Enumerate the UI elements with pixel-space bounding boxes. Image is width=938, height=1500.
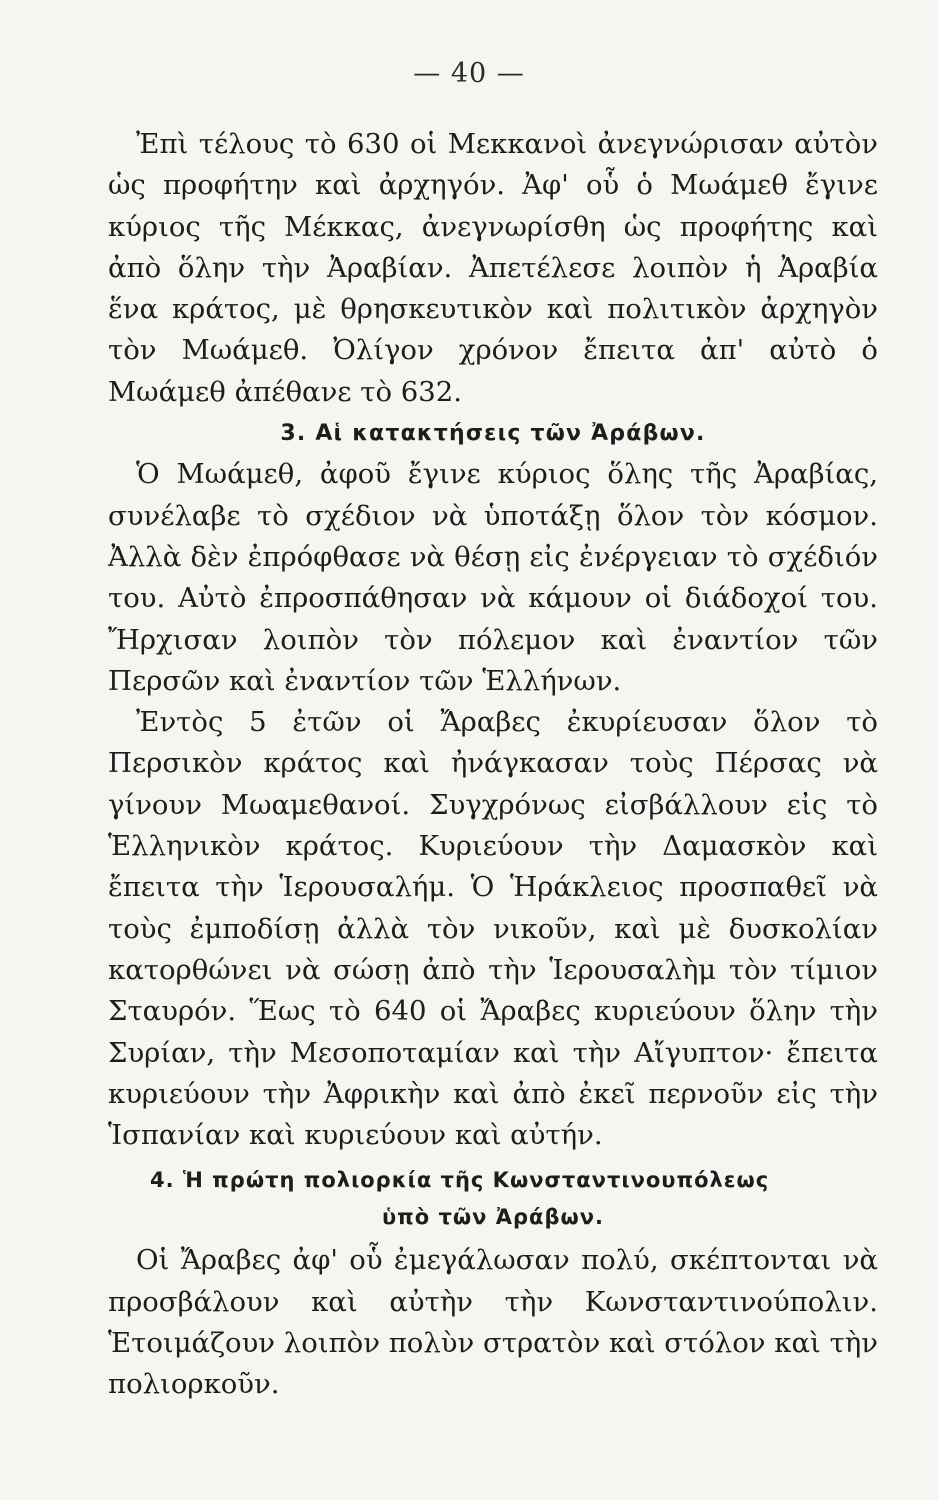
section-4-paragraph-1: Οἱ Ἄραβες ἀφ' οὗ ἐμεγάλωσαν πολύ, σκέπτονται νὰ προσβάλουν καὶ αὐτὴν τὴν Κωνσταντινούπολιν. Ἑτοιμάζουν λοιπὸν πολὺν στρατὸν καὶ στόλον καὶ τὴν πολιορκοῦν. [108,1244,878,1401]
body-text [108,124,878,1406]
page-number: — 40 — [413,58,525,89]
section-4-heading-line-2: ὑπὸ τῶν Ἀράβων. [381,1205,605,1230]
section-4-heading-line-1: 4. Ἡ πρώτη πολιορκία τῆς Κωνσταντινουπόλεως [150,1168,770,1193]
intro-paragraph: Ἐπὶ τέλους τὸ 630 οἱ Μεκκανοὶ ἀνεγνώρισαν αὐτὸν ὡς προφήτην καὶ ἀρχηγόν. Ἀφ' οὗ ὁ Μωάμεθ ἔγινε κύριος τῆς Μέκκας, ἀνεγνωρίσθη ὡς προφήτης καὶ ἀπὸ ὅλην τὴν Ἀραβίαν. Ἀπετέλεσε λοιπὸν ἡ Ἀραβία ἕνα κράτος, μὲ θρησκευτικὸν καὶ πολιτικὸν ἀρχηγὸν τὸν Μωάμεθ. Ὀλίγον χρόνον ἔπειτα ἀπ' αὐτὸ ὁ Μωάμεθ ἀπέθανε τὸ 632. [108,128,878,408]
section-3-heading: 3. Αἱ κατακτήσεις τῶν Ἀράβων. [280,421,706,447]
section-3-paragraph-2: Ἐντὸς 5 ἐτῶν οἱ Ἄραβες ἐκυρίευσαν ὅλον τὸ Περσικὸν κράτος καὶ ἠνάγκασαν τοὺς Πέρσας νὰ γίνουν Μωαμεθανοί. Συγχρόνως εἰσβάλλουν εἰς τὸ Ἑλληνικὸν κράτος. Κυριεύουν τὴν Δαμασκὸν καὶ ἔπειτα τὴν Ἱερουσαλήμ. Ὁ Ἡράκλειος προσπαθεῖ νὰ τοὺς ἐμποδίσῃ ἀλλὰ τὸν νικοῦν, καὶ μὲ δυσκολίαν κατορθώνει νὰ σώσῃ ἀπὸ τὴν Ἱερουσαλὴμ τὸν τίμιον Σταυρόν. Ἕως τὸ 640 οἱ Ἄραβες κυριεύουν ὅλην τὴν Συρίαν, τὴν Μεσοποταμίαν καὶ τὴν Αἴγυπτον· ἔπειτα κυριεύουν τὴν Ἀφρικὴν καὶ ἀπὸ ἐκεῖ περνοῦν εἰς τὴν Ἱσπανίαν καὶ κυριεύουν καὶ αὐτήν. [108,706,878,1152]
section-3-paragraph-1: Ὁ Μωάμεθ, ἀφοῦ ἔγινε κύριος ὅλης τῆς Ἀραβίας, συνέλαβε τὸ σχέδιον νὰ ὑποτάξῃ ὅλον τὸν κόσμον. Ἀλλὰ δὲν ἐπρόφθασε νὰ θέσῃ εἰς ἐνέργειαν τὸ σχέδιόν του. Αὐτὸ ἐπροσπάθησαν νὰ κάμουν οἱ διάδοχοί του. Ἤρχισαν λοιπὸν τὸν πόλεμον καὶ ἐναντίον τῶν Περσῶν καὶ ἐναντίον τῶν Ἑλλήνων. [108,458,878,697]
